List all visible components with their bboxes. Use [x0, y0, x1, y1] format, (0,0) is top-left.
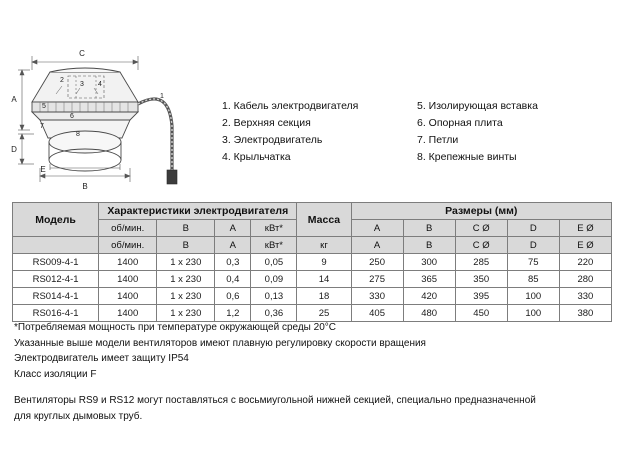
dim-label-a: A	[11, 95, 17, 104]
legend-item-6: 6. Опорная плита	[417, 117, 503, 129]
subheader-dim-a: A	[351, 220, 403, 237]
unit-mass: кг	[297, 237, 351, 254]
cell-dim-b: 480	[403, 305, 455, 322]
cell-model: RS014-4-1	[13, 288, 99, 305]
note-octagonal-section-1: Вентиляторы RS9 и RS12 могут поставляться с восьмиугольной нижней секцией, специально предназначенной	[14, 395, 536, 406]
unit-dim-d: D	[507, 237, 559, 254]
header-motor: Характеристики электродвигателя	[99, 203, 297, 220]
subheader-power: кВт*	[251, 220, 297, 237]
legend-column-right	[417, 98, 612, 166]
cable-end-connector	[167, 170, 177, 184]
motor-cable	[138, 99, 172, 170]
header-model: Модель	[13, 203, 99, 237]
unit-dim-b: B	[403, 237, 455, 254]
unit-power: кВт*	[251, 237, 297, 254]
note-ip-rating: Электродвигатель имеет защиту IP54	[14, 353, 189, 364]
legend-column-left	[222, 98, 417, 166]
cell-model: RS009-4-1	[13, 254, 99, 271]
note-insulation-class: Класс изоляции F	[14, 368, 97, 380]
cell-rpm: 1400	[99, 288, 157, 305]
cell-dim-c: 285	[455, 254, 507, 271]
cell-rpm: 1400	[99, 271, 157, 288]
unit-row	[13, 237, 612, 254]
subheader-dim-c: C Ø	[455, 220, 507, 237]
callout-8: 8	[76, 131, 80, 138]
cell-dim-d: 75	[507, 254, 559, 271]
cell-dim-c: 450	[455, 305, 507, 322]
cell-voltage: 1 x 230	[157, 271, 215, 288]
subheader-current: A	[215, 220, 251, 237]
cell-model: RS016-4-1	[13, 305, 99, 322]
header-mass: Масса	[297, 203, 351, 237]
duct-ellipse-top	[49, 131, 121, 153]
legend-item-3: 3. Электродвигатель	[222, 134, 323, 146]
cell-current: 1,2	[215, 305, 251, 322]
subheader-dim-e: E Ø	[559, 220, 611, 237]
legend-item-1: 1. Кабель электродвигателя	[222, 100, 359, 112]
legend-item-2: 2. Верхняя секция	[222, 117, 311, 129]
cell-mass: 14	[297, 271, 351, 288]
spec-table-body	[13, 254, 612, 322]
unit-dim-e: E Ø	[559, 237, 611, 254]
dim-label-e: E	[40, 165, 46, 174]
cell-model: RS012-4-1	[13, 271, 99, 288]
cell-power: 0,36	[251, 305, 297, 322]
unit-model-empty	[13, 237, 99, 254]
cell-dim-d: 100	[507, 288, 559, 305]
cell-voltage: 1 x 230	[157, 254, 215, 271]
note-octagonal-section-2: для круглых дымовых труб.	[14, 410, 143, 422]
cell-rpm: 1400	[99, 254, 157, 271]
dim-label-c-top: C	[79, 49, 85, 58]
table-row	[13, 305, 612, 322]
base-plate	[32, 112, 138, 120]
cell-power: 0,05	[251, 254, 297, 271]
cell-dim-d: 85	[507, 271, 559, 288]
legend-item-8: 8. Крепежные винты	[417, 151, 517, 163]
legend-item-4: 4. Крыльчатка	[222, 151, 291, 163]
product-diagram	[10, 42, 220, 192]
unit-dim-c: C Ø	[455, 237, 507, 254]
cell-mass: 9	[297, 254, 351, 271]
cell-dim-e: 280	[559, 271, 611, 288]
cell-dim-c: 395	[455, 288, 507, 305]
cell-dim-c: 350	[455, 271, 507, 288]
cell-dim-e: 220	[559, 254, 611, 271]
dim-label-b: B	[82, 182, 88, 191]
cell-dim-b: 365	[403, 271, 455, 288]
header-dims: Размеры (мм)	[351, 203, 611, 220]
callout-3: 3	[80, 81, 84, 88]
cell-mass: 18	[297, 288, 351, 305]
legend-item-5: 5. Изолирующая вставка	[417, 100, 538, 112]
unit-rpm: об/мин.	[99, 237, 157, 254]
cell-power: 0,13	[251, 288, 297, 305]
cell-dim-a: 250	[351, 254, 403, 271]
note-power-consumption: *Потребляемая мощность при температуре окружающей среды 20°C	[14, 322, 336, 333]
notes-spacer	[14, 382, 610, 393]
notes-block	[14, 320, 610, 424]
cell-dim-e: 380	[559, 305, 611, 322]
cell-dim-e: 330	[559, 288, 611, 305]
cell-dim-a: 405	[351, 305, 403, 322]
cell-dim-a: 330	[351, 288, 403, 305]
cell-dim-d: 100	[507, 305, 559, 322]
cell-rpm: 1400	[99, 305, 157, 322]
callout-7: 7	[40, 123, 44, 130]
table-row	[13, 254, 612, 271]
cell-current: 0,6	[215, 288, 251, 305]
unit-voltage: B	[157, 237, 215, 254]
table-row	[13, 288, 612, 305]
subheader-rpm: об/мин.	[99, 220, 157, 237]
dim-label-d: D	[11, 145, 17, 154]
callout-6: 6	[70, 113, 74, 120]
cell-voltage: 1 x 230	[157, 288, 215, 305]
unit-current: A	[215, 237, 251, 254]
callout-4: 4	[98, 81, 102, 88]
callout-5: 5	[42, 103, 46, 110]
cell-dim-b: 300	[403, 254, 455, 271]
spec-table-wrap	[12, 202, 612, 322]
subheader-dim-b: B	[403, 220, 455, 237]
cell-current: 0,4	[215, 271, 251, 288]
spec-table	[12, 202, 612, 322]
note-speed-regulation: Указанные выше модели вентиляторов имеют плавную регулировку скорости вращения	[14, 337, 426, 349]
legend-item-7: 7. Петли	[417, 134, 459, 146]
top-section-shape	[32, 72, 138, 102]
cell-dim-b: 420	[403, 288, 455, 305]
fan-drawing-svg	[10, 42, 220, 192]
subheader-voltage: B	[157, 220, 215, 237]
cell-power: 0,09	[251, 271, 297, 288]
callout-1: 1	[160, 93, 164, 100]
subheader-dim-d: D	[507, 220, 559, 237]
cell-dim-a: 275	[351, 271, 403, 288]
unit-dim-a: A	[351, 237, 403, 254]
callout-2: 2	[60, 77, 64, 84]
cell-mass: 25	[297, 305, 351, 322]
legend	[222, 98, 612, 166]
table-row	[13, 271, 612, 288]
cell-current: 0,3	[215, 254, 251, 271]
cell-voltage: 1 x 230	[157, 305, 215, 322]
